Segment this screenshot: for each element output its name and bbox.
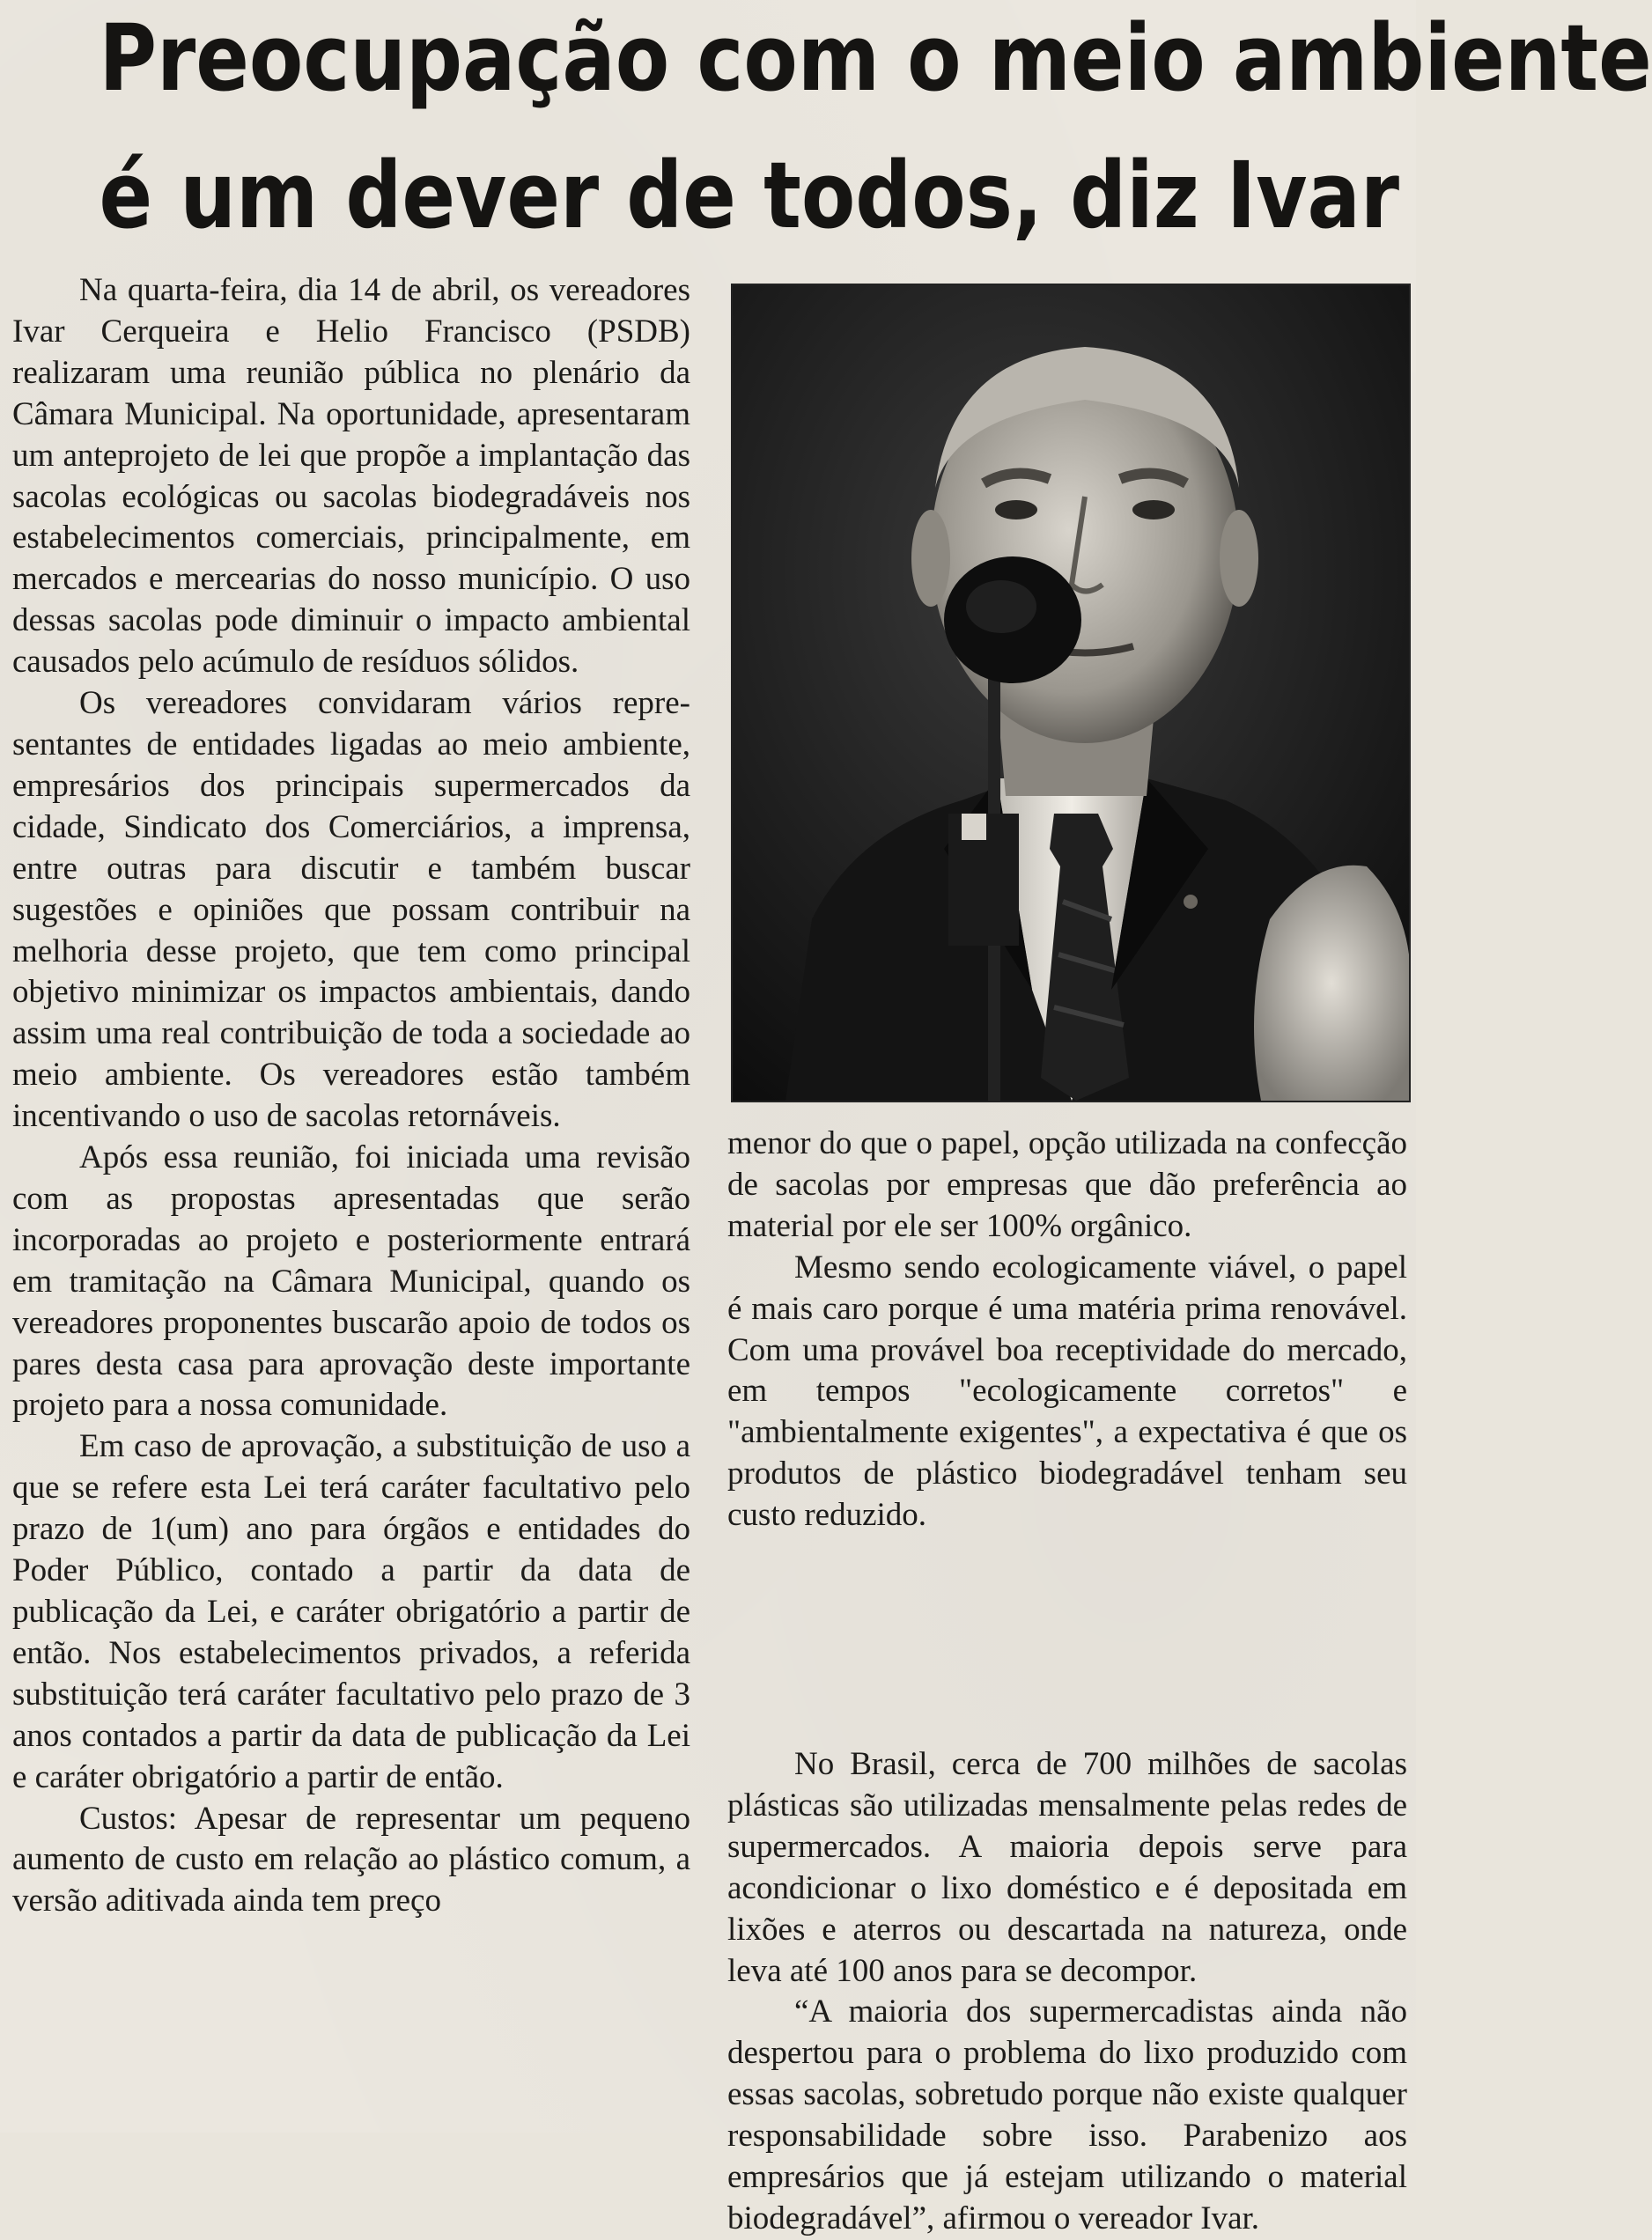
article-right-column-bottom bbox=[727, 1744, 1407, 2240]
speaker-photo-icon bbox=[733, 285, 1409, 1101]
paragraph: Na quarta-feira, dia 14 de abril, os vereadores Ivar Cerqueira e Helio Francisco (PSDB) realizaram uma reunião pública no plenário da Câmara Municipal. Na oportunidade, apresentaram um anteprojeto de lei que propõe a implantação das sacolas ecológicas ou sacolas biodegradáveis nos estabelecimentos comerciais, principalmente, em mercados e mercearias do nosso município. O uso dessas sacolas pode diminuir o impacto ambiental causados pelo acúmulo de resíduos sólidos. bbox=[12, 272, 690, 681]
paragraph: menor do que o papel, opção utilizada na confecção de sacolas por empresas que dão preferência ao material por ele ser 100% orgânico. bbox=[727, 1125, 1407, 1244]
article-left-column bbox=[12, 270, 690, 2128]
paragraph: Custos: Apesar de representar um pequeno aumento de custo em relação ao plástico comum, a versão aditivada ainda tem preço bbox=[12, 1800, 690, 1919]
paragraph: Mesmo sendo ecologicamente viável, o papel é mais caro porque é uma matéria prima renovável. Com uma provável boa receptividade do mercado, em tempos "ecologicamente corretos" e "ambientalmente exigentes", a expectativa é que os produtos de plástico biodegradável tenham seu custo reduzido. bbox=[727, 1249, 1407, 1534]
paragraph: “A maioria dos supermercadistas ainda não despertou para o problema do lixo produzido com essas sacolas, sobretudo porque não existe qualquer responsabilidade sobre isso. Parabenizo aos empresários que já estejam utilizando o material biodegradável”, afirmou o vereador Ivar. bbox=[727, 1993, 1407, 2236]
article-photo bbox=[731, 284, 1411, 1102]
paragraph: No Brasil, cerca de 700 milhões de sacolas plásticas são utilizadas mensalmente pelas redes de supermercados. A maioria depois serve para acondicionar o lixo doméstico e é depositada em lixões e aterros ou descartada na natureza, onde leva até 100 anos para se decompor. bbox=[727, 1746, 1407, 1989]
paragraph: Em caso de aprovação, a substituição de uso a que se refere esta Lei terá caráter facultativo pelo prazo de 1(um) ano para órgãos e entidades do Poder Público, contado a partir da data de publicação da Lei, e caráter obrigatório a partir de então. Nos estabelecimentos privados, a referida substituição terá caráter facultativo pelo prazo de 3 anos contados a partir da data de publicação da Lei e caráter obrigatório a partir de então. bbox=[12, 1428, 690, 1795]
headline-line-2: é um dever de todos, diz Ivar bbox=[99, 142, 1400, 249]
paragraph: Após essa reunião, foi iniciada uma revisão com as propostas apresentadas que serão incorporadas ao projeto e posteriormente entrará em tramitação na Câmara Municipal, quando os vereadores proponentes buscarão apoio de todos os pares desta casa para aprovação deste importante projeto para a nossa comunidade. bbox=[12, 1139, 690, 1424]
headline-line-1: Preocupação com o meio ambiente bbox=[99, 4, 1652, 112]
paragraph: Os vereadores convidaram vários representantes de entidades ligadas ao meio ambiente, empresários dos principais supermercados da cidade, Sindicato dos Comerciários, a imprensa, entre outras para discutir e também buscar sugestões e opiniões que possam contribuir na melhoria desse projeto, que tem como principal objetivo minimizar os impactos ambientais, dando assim uma real contribuição de toda a sociedade ao meio ambiente. Os vereadores estão também incentivando o uso de sacolas retornáveis. bbox=[12, 685, 690, 1135]
article-right-column-top bbox=[727, 1124, 1407, 1536]
